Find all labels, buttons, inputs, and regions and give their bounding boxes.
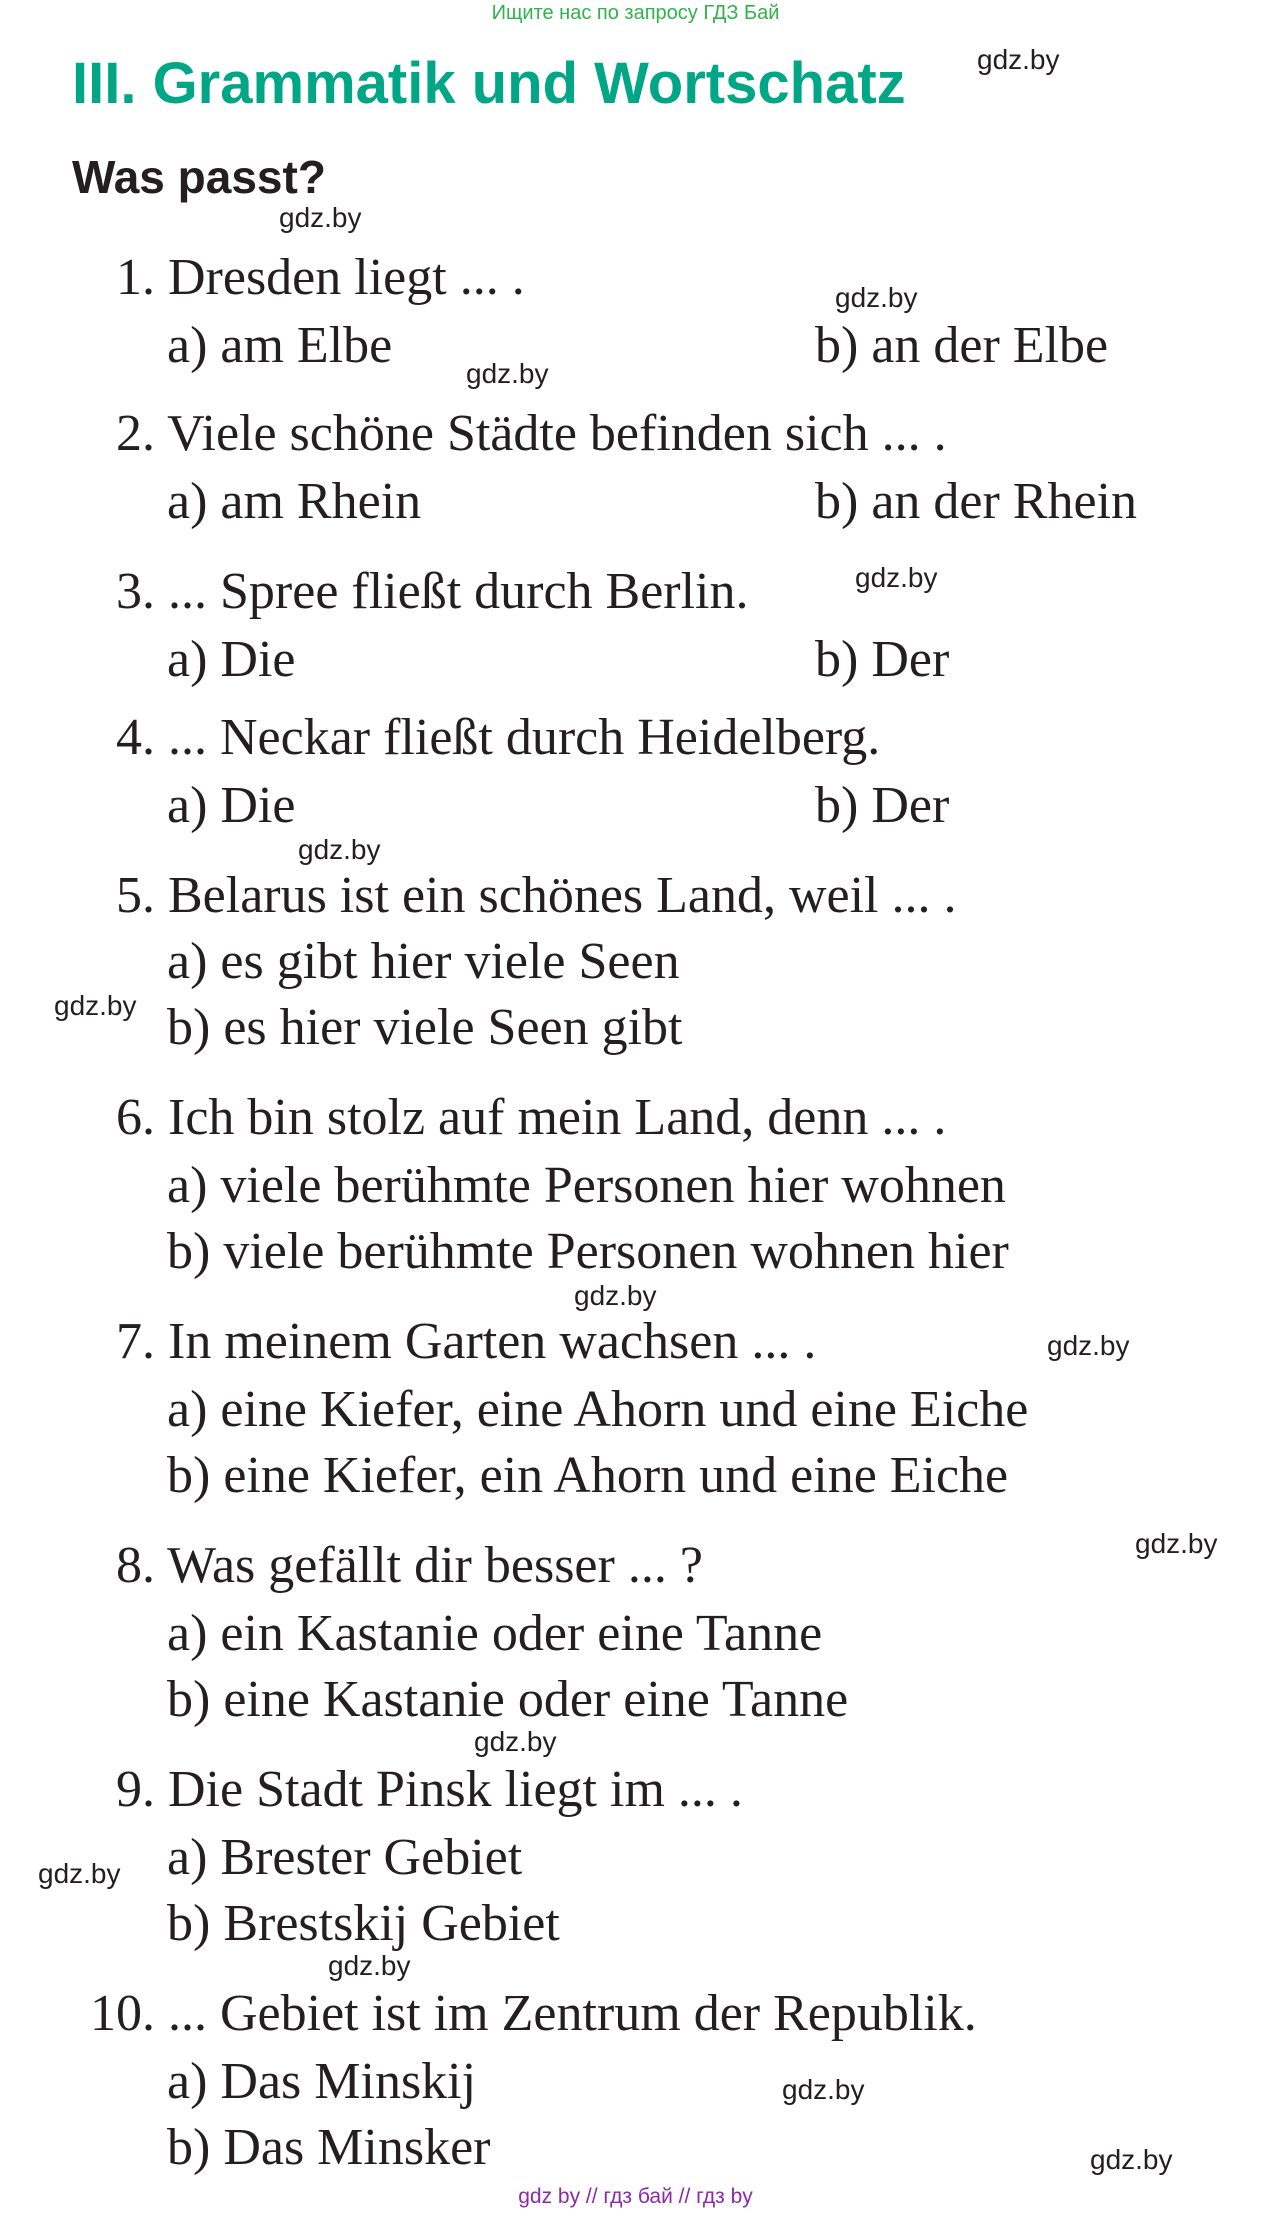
question-number: 1.: [116, 249, 155, 306]
question-text: Ich bin stolz auf mein Land, denn ... .: [168, 1089, 947, 1146]
question-number: 9.: [116, 1761, 155, 1818]
option-7a: a) eine Kiefer, eine Ahorn und eine Eiche: [167, 1381, 1029, 1438]
top-banner: Ищите нас по запросу ГДЗ Бай: [491, 2, 780, 24]
question-9: [105, 1761, 743, 1818]
option-8b: b) eine Kastanie oder eine Tanne: [167, 1671, 849, 1728]
option-9a: a) Brester Gebiet: [167, 1829, 523, 1886]
option-6a: a) viele berühmte Personen hier wohnen: [167, 1157, 1006, 1214]
question-text: Dresden liegt ... .: [168, 249, 525, 306]
option-3b: b) Der: [815, 631, 950, 688]
option-2a: a) am Rhein: [167, 473, 422, 530]
question-number: 8.: [116, 1537, 155, 1594]
option-4a: a) Die: [167, 777, 296, 834]
watermark: gdz.by: [466, 358, 549, 389]
option-10b: b) Das Minsker: [167, 2119, 491, 2176]
question-7: [105, 1313, 817, 1370]
question-text: Viele schöne Städte befinden sich ... .: [167, 405, 947, 462]
question-number: 4.: [116, 709, 155, 766]
question-text: ... Spree fließt durch Berlin.: [168, 563, 749, 620]
option-10a: a) Das Minskij: [167, 2053, 477, 2110]
option-4b: b) Der: [815, 777, 950, 834]
option-1b: b) an der Elbe: [815, 317, 1109, 374]
watermark: gdz.by: [977, 44, 1060, 75]
question-text: Belarus ist ein schönes Land, weil ... .: [168, 867, 957, 924]
question-4: [105, 709, 881, 766]
footer-watermark: gdz by // гдз бай // гдз by: [518, 2185, 753, 2208]
question-number: 5.: [116, 867, 155, 924]
option-7b: b) eine Kiefer, ein Ahorn und eine Eiche: [167, 1447, 1009, 1504]
option-5b: b) es hier viele Seen gibt: [167, 999, 683, 1056]
watermark: gdz.by: [835, 282, 918, 313]
question-text: ... Gebiet ist im Zentrum der Republik.: [168, 1985, 977, 2042]
option-6b: b) viele berühmte Personen wohnen hier: [167, 1223, 1009, 1280]
question-text: Was gefällt dir besser ... ?: [167, 1537, 703, 1594]
option-5a: a) es gibt hier viele Seen: [167, 933, 680, 990]
watermark: gdz.by: [1047, 1330, 1130, 1361]
watermark: gdz.by: [855, 562, 938, 593]
watermark: gdz.by: [782, 2074, 865, 2105]
question-5: [105, 867, 957, 924]
question-number: 2.: [116, 405, 155, 462]
question-text: Die Stadt Pinsk liegt im ... .: [168, 1761, 743, 1818]
watermark: gdz.by: [474, 1726, 557, 1757]
question-number: 10.: [90, 1985, 155, 2042]
watermark: gdz.by: [298, 834, 381, 865]
question-number: 7.: [116, 1313, 155, 1370]
option-1a: a) am Elbe: [167, 317, 393, 374]
watermark: gdz.by: [1135, 1528, 1218, 1559]
watermark: gdz.by: [38, 1858, 121, 1889]
question-2: [105, 405, 947, 462]
option-8a: a) ein Kastanie oder eine Tanne: [167, 1605, 823, 1662]
question-number: 6.: [116, 1089, 155, 1146]
question-1: [105, 249, 525, 306]
question-3: [105, 563, 749, 620]
watermark: gdz.by: [279, 202, 362, 233]
question-number: 3.: [116, 563, 155, 620]
option-3a: a) Die: [167, 631, 296, 688]
section-title: III. Grammatik und Wortschatz: [72, 51, 906, 116]
watermark: gdz.by: [54, 990, 137, 1021]
option-2b: b) an der Rhein: [815, 473, 1138, 530]
exercise-subtitle: Was passt?: [72, 151, 326, 203]
question-8: [105, 1537, 703, 1594]
option-9b: b) Brestskij Gebiet: [167, 1895, 560, 1952]
watermark: gdz.by: [574, 1280, 657, 1311]
question-6: [105, 1089, 947, 1146]
question-text: ... Neckar fließt durch Heidelberg.: [168, 709, 881, 766]
watermark: gdz.by: [1090, 2144, 1173, 2175]
question-text: In meinem Garten wachsen ... .: [168, 1313, 817, 1370]
question-10: [72, 1985, 977, 2042]
watermark: gdz.by: [328, 1950, 411, 1981]
